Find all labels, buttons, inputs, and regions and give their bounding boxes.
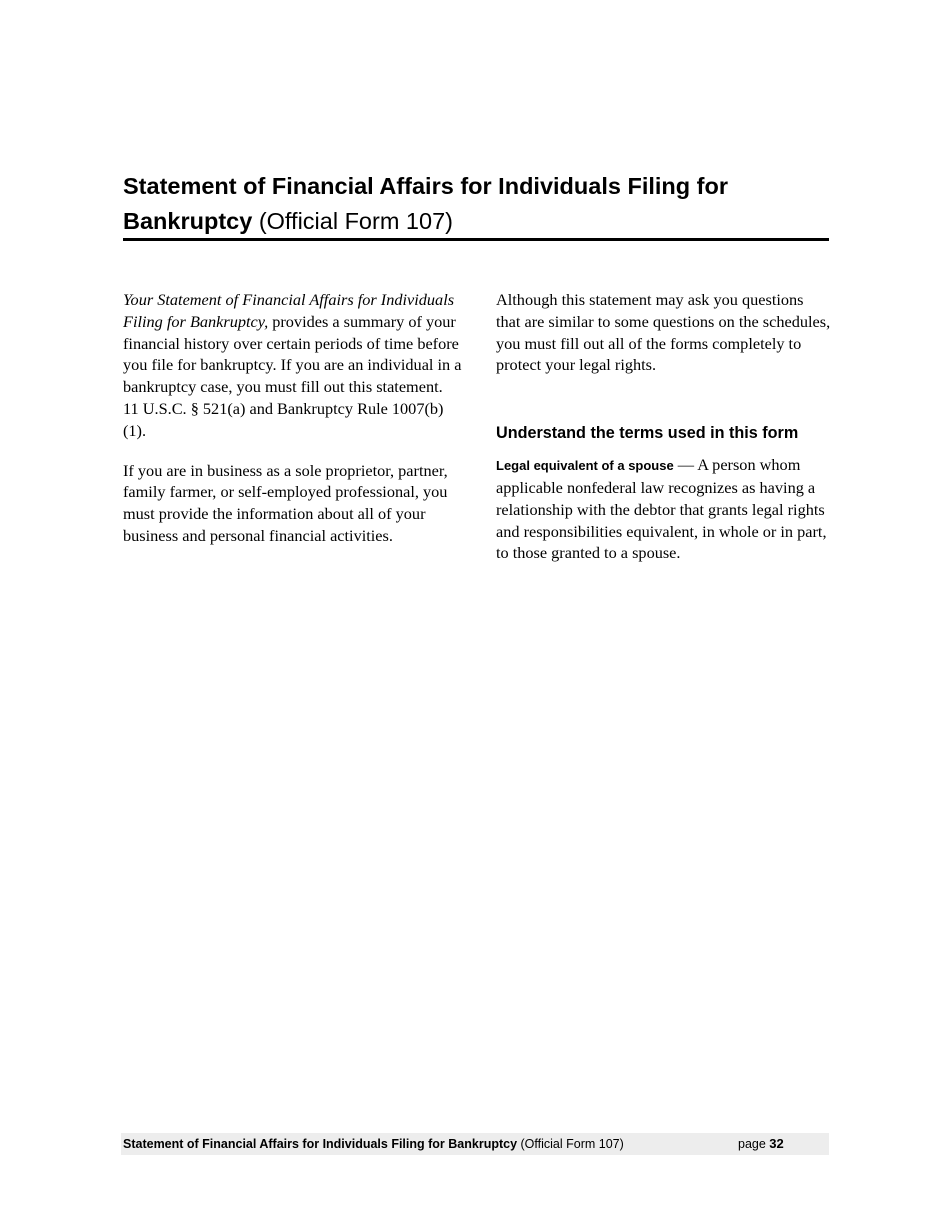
intro-text: provides a summary of your financial history over certain periods of time before you file for bankruptcy. If you are an individual in a bankruptcy case, you must fill out this statement.: [123, 311, 462, 397]
page-number-label: page: [738, 1137, 766, 1151]
footer-form-number: (Official Form 107): [520, 1137, 624, 1151]
form-title-reference: Your Statement of Financial Affairs for Individuals Filing for Bankruptcy,: [123, 290, 455, 331]
page-number: [738, 1133, 784, 1155]
term-definition-text: — A person whom applicable nonfederal law recognizes as having a relationship with the debtor that grants legal rights and responsibilities equivalent, in whole or in part, to those granted to a spouse.: [496, 455, 827, 563]
footer-title: [123, 1133, 624, 1155]
schedules-paragraph: Although this statement may ask you questions that are similar to some questions on the schedules, you must fill out all of the forms completely to protect your legal rights.: [496, 290, 831, 375]
left-column: [123, 289, 463, 547]
intro-paragraph: [123, 289, 463, 398]
footer-title-main: Statement of Financial Affairs for Individuals Filing for Bankruptcy: [123, 1137, 518, 1151]
business-paragraph: If you are in business as a sole proprietor, partner, family farmer, or self-employed professional, you must provide the information about all of your business and personal financial activities.: [123, 460, 448, 545]
page-number-value: 32: [769, 1136, 784, 1151]
page-title-main: Statement of Financial Affairs for Individuals Filing for Bankruptcy: [123, 173, 728, 234]
term-label: Legal equivalent of a spouse: [496, 458, 674, 474]
page-footer: [121, 1133, 829, 1155]
terms-section-heading: Understand the terms used in this form: [496, 424, 799, 443]
page-title-form-number: (Official Form 107): [258, 208, 453, 234]
title-divider: [123, 238, 829, 241]
right-column: [496, 289, 831, 564]
term-definition: [496, 454, 831, 564]
legal-citation: 11 U.S.C. § 521(a) and Bankruptcy Rule 1007(b)(1).: [123, 398, 444, 440]
page-title: [123, 169, 829, 239]
